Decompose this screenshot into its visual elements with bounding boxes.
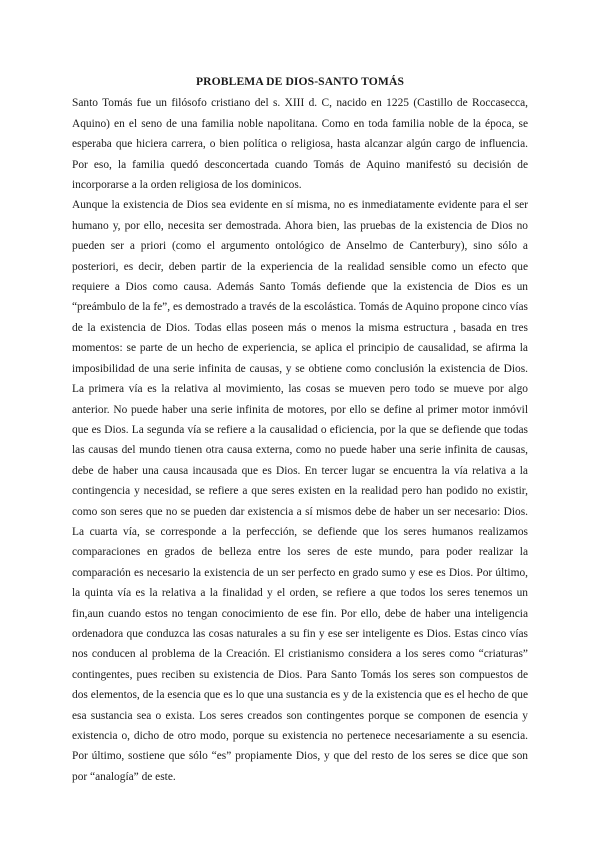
paragraph-introduction: Santo Tomás fue un filósofo cristiano del s. XIII d. C, nacido en 1225 (Castillo de Roccasecca, Aquino) en el seno de una familia noble napolitana. Como en toda familia noble de la época, se esperaba que hiciera carrera, o bien política o religiosa, hasta alcanzar algún cargo de influencia. Por eso, la familia quedó desconcertada cuando Tomás de Aquino manifestó su decisión de incorporarse a la orden religiosa de los dominicos. <box>72 97 528 192</box>
document-page <box>72 72 528 787</box>
document-title: PROBLEMA DE DIOS-SANTO TOMÁS <box>196 75 404 88</box>
paragraph-five-ways: Aunque la existencia de Dios sea evidente en sí misma, no es inmediatamente evidente para el ser humano y, por ello, necesita ser demostrada. Ahora bien, las pruebas de la existencia de Dios no pueden ser a priori (como el argumento ontológico de Anselmo de Canterbury), sino sólo a posteriori, es decir, deben partir de la experiencia de la realidad sensible como un efecto que requiere a Dios como causa. Además Santo Tomás defiende que la existencia de Dios es un “preámbulo de la fe”, es demostrado a través de la escolástica. Tomás de Aquino propone cinco vías de la existencia de Dios. Todas ellas poseen más o menos la misma estructura , basada en tres momentos: se parte de un hecho de experiencia, se aplica el principio de causalidad, se afirma la imposibilidad de una serie infinita de causas, y se obtiene como conclusión la existencia de Dios. La primera vía es la relativa al movimiento, las cosas se mueven pero todo se mueve por algo anterior. No puede haber una serie infinita de motores, por ello se define al primer motor inmóvil que es Dios. La segunda vía se refiere a la causalidad o eficiencia, por la que se defiende que todas las causas del mundo tienen otra causa externa, como no puede haber una serie infinita de causas, debe de haber una causa incausada que es Dios. En tercer lugar se encuentra la vía relativa a la contingencia y necesidad, se refiere a que seres existen en la realidad pero han podido no existir, como son seres que no se pueden dar existencia a sí mismos debe de haber un ser necesario: Dios. La cuarta vía, se corresponde a la perfección, se defiende que los seres humanos realizamos comparaciones en grados de belleza entre los seres de este mundo, para poder realizar la comparación es necesario la existencia de un ser perfecto en grado sumo y ese es Dios. Por último, la quinta vía es la relativa a la finalidad y el orden, se refiere a que todos los seres tenemos un fin,aun cuando estos no tengan conocimiento de ese fin. Por ello, debe de haber una inteligencia ordenadora que conduzca las cosas naturales a su fin y ese ser inteligente es Dios. Estas cinco vías nos conducen al problema de la Creación. El cristianismo considera a los seres como “criaturas” contingentes, pues reciben su existencia de Dios. Para Santo Tomás los seres son compuestos de dos elementos, de la esencia que es lo que una sustancia es y de la existencia que es el hecho de que esa sustancia sea o exista. Los seres creados son contingentes porque se componen de esencia y existencia o, dicho de otro modo, porque su existencia no pertenece necesariamente a su esencia. Por último, sostiene que sólo “es” propiamente Dios, y que del resto de los seres se dice que son por “analogía” de este. <box>72 199 528 783</box>
